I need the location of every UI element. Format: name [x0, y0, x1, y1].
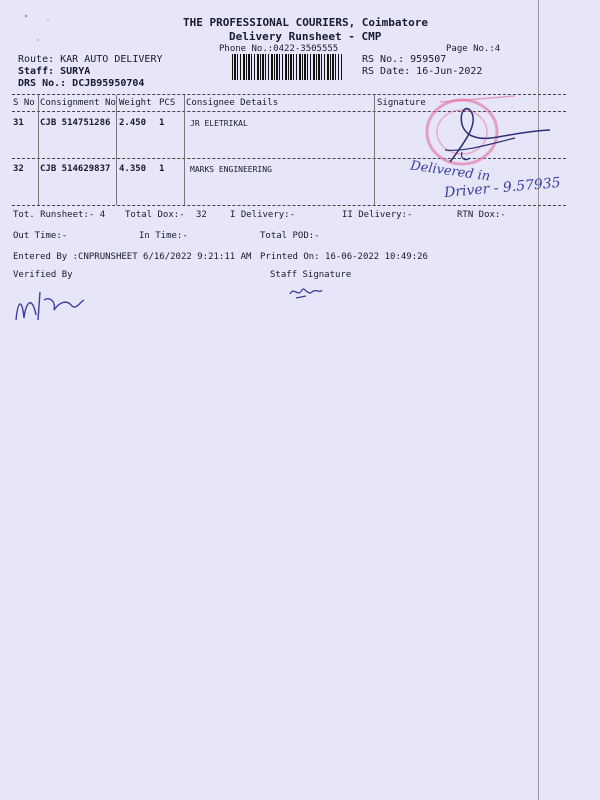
col-divider	[374, 95, 375, 205]
row-consignment: CJB 514751286	[40, 118, 111, 128]
rtn-dox: RTN Dox:-	[457, 210, 506, 220]
row-consignee: JR ELETRIKAL	[190, 119, 248, 128]
phone-number: Phone No.:0422-3505555	[219, 44, 339, 54]
printed-on: Printed On: 16-06-2022 10:49:26	[260, 252, 428, 262]
row-weight: 2.450	[119, 118, 147, 128]
verified-signature	[10, 280, 90, 330]
route: Route: KAR AUTO DELIVERY	[18, 54, 163, 65]
row-pcs: 1	[159, 164, 165, 174]
staff-signature-label: Staff Signature	[270, 270, 352, 280]
row-weight: 4.350	[119, 164, 147, 174]
i-delivery: I Delivery:-	[230, 210, 296, 220]
total-pod: Total POD:-	[260, 231, 320, 241]
staff-signature-mark	[286, 282, 326, 302]
out-time: Out Time:-	[13, 231, 68, 241]
header-pcs: PCS	[159, 98, 176, 108]
total-runsheet: Tot. Runsheet:- 4	[13, 210, 106, 220]
ii-delivery: II Delivery:-	[342, 210, 413, 220]
drs-number: DRS No.: DCJB95950704	[18, 78, 145, 89]
header-consignee: Consignee Details	[186, 98, 279, 108]
header-consignment: Consignment No	[40, 98, 116, 108]
handwritten-delivered: Delivered in	[409, 158, 492, 185]
staff: Staff: SURYA	[18, 66, 91, 77]
total-dox-value: 32	[196, 210, 207, 220]
header-sno: S No	[13, 98, 35, 108]
company-name: THE PROFESSIONAL COURIERS, Coimbatore	[183, 16, 429, 29]
row-pcs: 1	[159, 118, 165, 128]
row-consignee: MARKS ENGINEERING	[190, 165, 272, 174]
in-time: In Time:-	[139, 231, 188, 241]
verified-by: Verified By	[13, 270, 73, 280]
handwritten-driver: Driver - 9.57935	[443, 174, 562, 202]
page-number: Page No.:4	[446, 44, 501, 54]
row-sno: 31	[13, 118, 24, 128]
row-sno: 32	[13, 164, 24, 174]
scan-specks	[20, 10, 60, 50]
barcode	[232, 54, 342, 80]
rs-date: RS Date: 16-Jun-2022	[362, 66, 483, 77]
header-weight: Weight	[119, 98, 152, 108]
total-dox-label: Total Dox:-	[125, 210, 185, 220]
header-signature: Signature	[377, 98, 426, 108]
col-divider	[38, 95, 39, 205]
entered-by: Entered By :CNPRUNSHEET 6/16/2022 9:21:11 AM	[13, 252, 252, 262]
document-title: Delivery Runsheet - CMP	[229, 30, 382, 43]
rs-number: RS No.: 959507	[362, 54, 447, 65]
col-divider	[116, 95, 117, 205]
col-divider	[184, 95, 185, 205]
row-consignment: CJB 514629837	[40, 164, 111, 174]
